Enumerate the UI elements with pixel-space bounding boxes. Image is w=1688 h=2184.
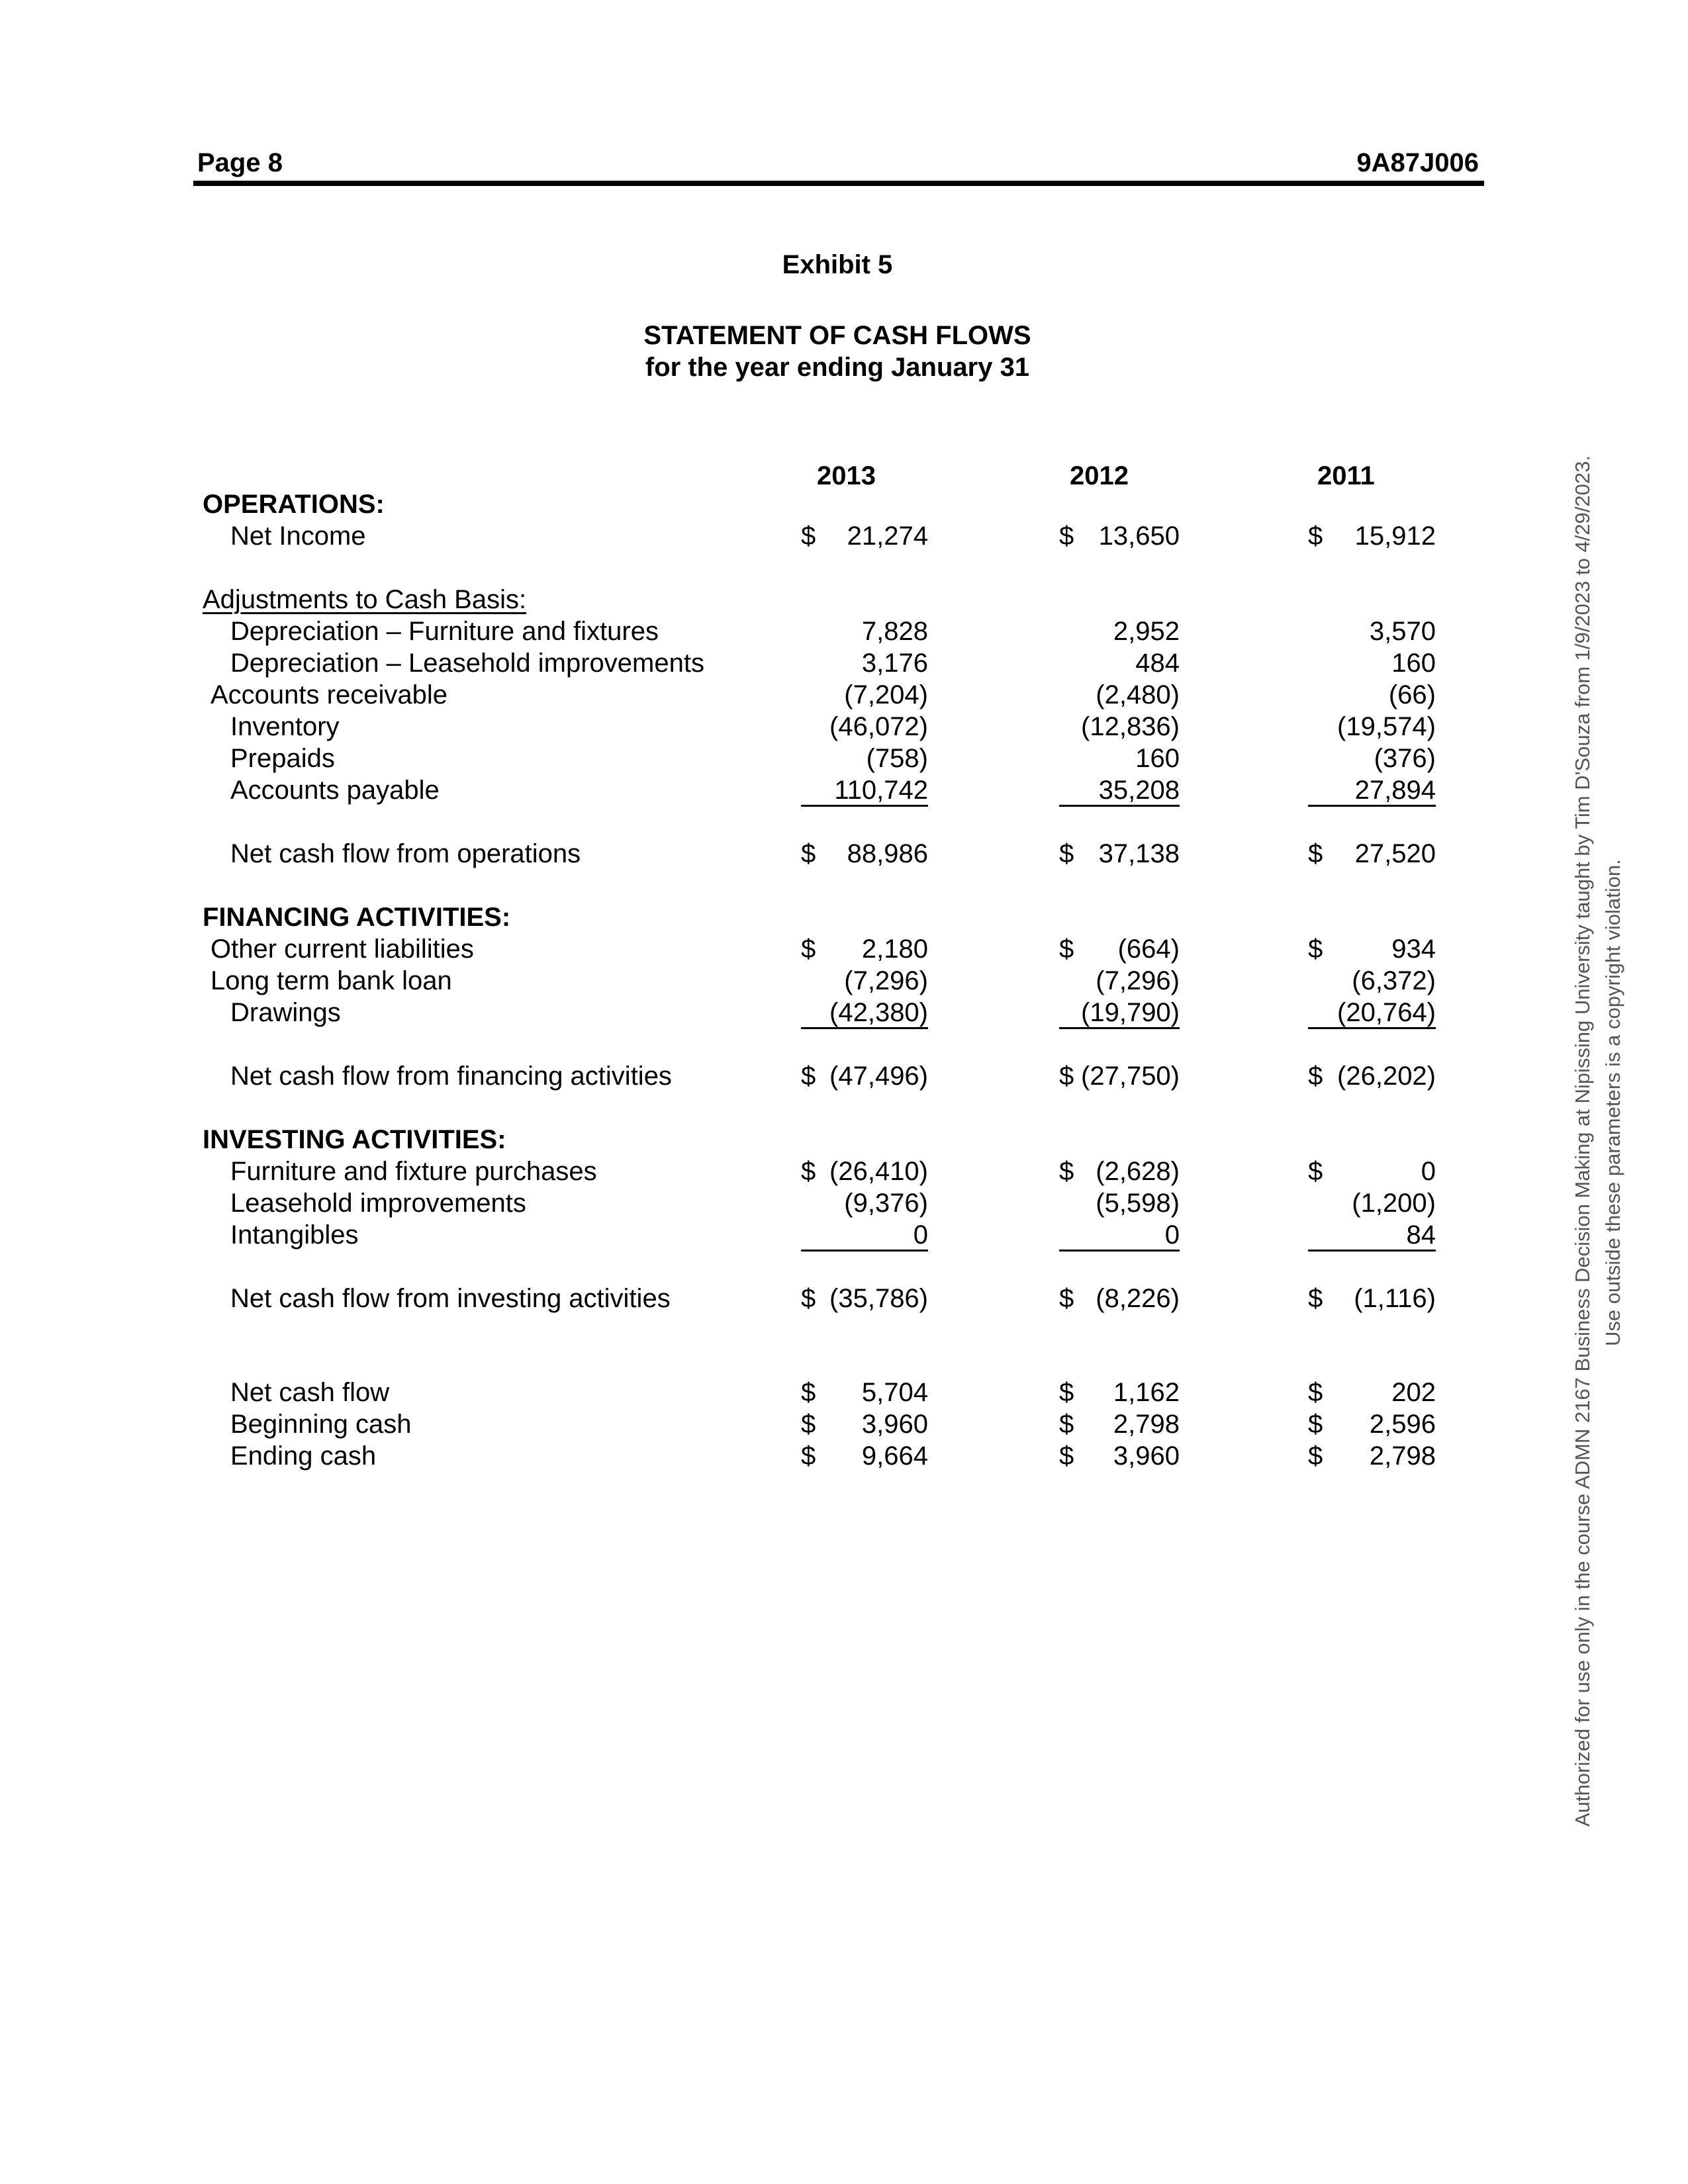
value-cell-2012 xyxy=(1059,1283,1180,1314)
currency-symbol: $ xyxy=(801,1062,816,1091)
amount: 13,650 xyxy=(1098,522,1180,551)
amount: (5,598) xyxy=(1096,1189,1180,1218)
table-row xyxy=(0,647,1688,679)
amount: (1,116) xyxy=(1354,1284,1436,1313)
row-label: Depreciation – Leasehold improvements xyxy=(230,649,704,678)
authorization-watermark: Authorized for use only in the course ADMN 2167 Business Decision Making at Nipissing University taught by Tim D'Souza from 1/9/2023 to 4/29/2023. xyxy=(1571,455,1594,1827)
amount: (47,496) xyxy=(829,1062,928,1091)
value-cell-2012 xyxy=(1059,647,1180,679)
value-cell-2013 xyxy=(801,774,928,806)
row-label: Adjustments to Cash Basis: xyxy=(203,585,527,614)
amount: 3,570 xyxy=(1369,617,1436,646)
currency-symbol: $ xyxy=(801,934,816,964)
amount: (26,410) xyxy=(829,1157,928,1186)
value-cell-2011 xyxy=(1308,997,1436,1028)
amount: 0 xyxy=(1164,1220,1180,1250)
value-cell-2012 xyxy=(1059,1440,1180,1472)
amount: 3,176 xyxy=(861,649,928,678)
row-label: Furniture and fixture purchases xyxy=(230,1157,597,1186)
currency-symbol: $ xyxy=(1308,1441,1323,1471)
row-label: Net cash flow from investing activities xyxy=(230,1284,671,1313)
value-cell-2013 xyxy=(801,1283,928,1314)
value-cell-2011 xyxy=(1308,679,1436,711)
value-cell-2013 xyxy=(801,647,928,679)
value-cell-2011 xyxy=(1308,743,1436,774)
currency-symbol: $ xyxy=(1308,839,1323,868)
currency-symbol: $ xyxy=(1059,1284,1074,1313)
row-label: Ending cash xyxy=(230,1441,377,1471)
row-label: Accounts receivable xyxy=(211,680,447,709)
amount: 160 xyxy=(1391,649,1436,678)
value-cell-2013 xyxy=(801,965,928,997)
amount: (46,072) xyxy=(829,712,928,741)
table-row xyxy=(0,1283,1688,1314)
currency-symbol: $ xyxy=(1059,1378,1074,1407)
value-cell-2012 xyxy=(1059,774,1180,806)
table-row xyxy=(0,615,1688,647)
amount: 7,828 xyxy=(861,617,928,646)
value-cell-2012 xyxy=(1059,997,1180,1028)
currency-symbol: $ xyxy=(1059,1441,1074,1471)
currency-symbol: $ xyxy=(801,1441,816,1471)
statement-subtitle: for the year ending January 31 xyxy=(645,353,1030,382)
amount: 0 xyxy=(913,1220,928,1250)
value-cell-2011 xyxy=(1308,1408,1436,1440)
value-cell-2012 xyxy=(1059,615,1180,647)
value-cell-2013 xyxy=(801,1156,928,1187)
value-cell-2011 xyxy=(1308,1440,1436,1472)
amount: 27,520 xyxy=(1354,839,1436,868)
currency-symbol: $ xyxy=(801,1410,816,1439)
value-cell-2012 xyxy=(1059,520,1180,552)
value-cell-2012 xyxy=(1059,933,1180,965)
table-row xyxy=(0,1377,1688,1408)
value-cell-2012 xyxy=(1059,743,1180,774)
amount: 27,894 xyxy=(1354,776,1436,805)
row-label: OPERATIONS: xyxy=(203,490,385,519)
value-cell-2013 xyxy=(801,679,928,711)
exhibit-label: Exhibit 5 xyxy=(782,250,893,279)
value-cell-2011 xyxy=(1308,965,1436,997)
value-cell-2011 xyxy=(1308,1283,1436,1314)
table-row xyxy=(0,743,1688,774)
table-row xyxy=(0,584,1688,615)
value-cell-2011 xyxy=(1308,838,1436,870)
table-row xyxy=(0,1440,1688,1472)
table-row xyxy=(0,965,1688,997)
amount: (7,204) xyxy=(844,680,928,709)
currency-symbol: $ xyxy=(801,1157,816,1186)
amount: (26,202) xyxy=(1337,1062,1436,1091)
value-cell-2012 xyxy=(1059,965,1180,997)
table-row xyxy=(0,1187,1688,1219)
currency-symbol: $ xyxy=(801,839,816,868)
row-label: Leasehold improvements xyxy=(230,1189,526,1218)
amount: 110,742 xyxy=(834,776,928,805)
amount: 15,912 xyxy=(1354,522,1436,551)
value-cell-2012 xyxy=(1059,1219,1180,1251)
page-number: Page 8 xyxy=(197,148,283,177)
row-label: Other current liabilities xyxy=(211,934,474,964)
amount: (376) xyxy=(1374,744,1436,773)
row-label: Long term bank loan xyxy=(211,966,452,995)
amount: 934 xyxy=(1391,934,1436,964)
value-cell-2011 xyxy=(1308,774,1436,806)
value-cell-2013 xyxy=(801,711,928,743)
currency-symbol: $ xyxy=(1059,1410,1074,1439)
amount: 5,704 xyxy=(861,1378,928,1407)
amount: 21,274 xyxy=(847,522,928,551)
table-row xyxy=(0,1408,1688,1440)
value-cell-2011 xyxy=(1308,615,1436,647)
amount: 2,798 xyxy=(1369,1441,1436,1471)
currency-symbol: $ xyxy=(1059,522,1074,551)
table-row xyxy=(0,488,1688,520)
table-row xyxy=(0,901,1688,933)
table-row xyxy=(0,679,1688,711)
table-row xyxy=(0,838,1688,870)
value-cell-2012 xyxy=(1059,1060,1180,1092)
value-cell-2011 xyxy=(1308,647,1436,679)
currency-symbol: $ xyxy=(1059,934,1074,964)
row-label: Beginning cash xyxy=(230,1410,412,1439)
currency-symbol: $ xyxy=(1308,1157,1323,1186)
table-row xyxy=(0,1060,1688,1092)
amount: (2,480) xyxy=(1096,680,1180,709)
table-row xyxy=(0,997,1688,1028)
value-cell-2013 xyxy=(801,1219,928,1251)
amount: (7,296) xyxy=(1096,966,1180,995)
amount: (6,372) xyxy=(1352,966,1436,995)
row-label: Net Income xyxy=(230,522,366,551)
row-label: Net cash flow from financing activities xyxy=(230,1062,672,1091)
amount: 160 xyxy=(1135,744,1180,773)
amount: (12,836) xyxy=(1081,712,1180,741)
amount: 202 xyxy=(1391,1378,1436,1407)
amount: (42,380) xyxy=(829,998,928,1027)
row-label: Intangibles xyxy=(230,1220,359,1250)
year-header-2012: 2012 xyxy=(1070,461,1129,490)
value-cell-2013 xyxy=(801,615,928,647)
amount: (664) xyxy=(1117,934,1180,964)
amount: 84 xyxy=(1406,1220,1436,1250)
row-label: Drawings xyxy=(230,998,341,1027)
currency-symbol: $ xyxy=(1059,1157,1074,1186)
row-label: Inventory xyxy=(230,712,340,741)
amount: (35,786) xyxy=(829,1284,928,1313)
amount: 2,596 xyxy=(1369,1410,1436,1439)
amount: (9,376) xyxy=(844,1189,928,1218)
value-cell-2013 xyxy=(801,1377,928,1408)
value-cell-2013 xyxy=(801,1187,928,1219)
document-code: 9A87J006 xyxy=(1356,148,1479,177)
row-label: Prepaids xyxy=(230,744,335,773)
table-row xyxy=(0,1124,1688,1156)
currency-symbol: $ xyxy=(801,1378,816,1407)
amount: (27,750) xyxy=(1081,1062,1180,1091)
value-cell-2011 xyxy=(1308,1187,1436,1219)
amount: (7,296) xyxy=(844,966,928,995)
amount: 3,960 xyxy=(861,1410,928,1439)
amount: (19,574) xyxy=(1337,712,1436,741)
value-cell-2013 xyxy=(801,520,928,552)
value-cell-2011 xyxy=(1308,933,1436,965)
currency-symbol: $ xyxy=(1308,1284,1323,1313)
table-row xyxy=(0,774,1688,806)
value-cell-2011 xyxy=(1308,1219,1436,1251)
amount: (1,200) xyxy=(1352,1189,1436,1218)
value-cell-2013 xyxy=(801,1440,928,1472)
value-cell-2011 xyxy=(1308,1060,1436,1092)
currency-symbol: $ xyxy=(1308,1062,1323,1091)
year-header-2011: 2011 xyxy=(1317,461,1375,490)
amount: 3,960 xyxy=(1113,1441,1180,1471)
value-cell-2011 xyxy=(1308,520,1436,552)
value-cell-2012 xyxy=(1059,1408,1180,1440)
amount: 2,952 xyxy=(1113,617,1180,646)
amount: 35,208 xyxy=(1098,776,1180,805)
row-label: FINANCING ACTIVITIES: xyxy=(203,903,511,932)
amount: 1,162 xyxy=(1113,1378,1180,1407)
row-label: INVESTING ACTIVITIES: xyxy=(203,1125,506,1154)
value-cell-2012 xyxy=(1059,679,1180,711)
row-label: Net cash flow from operations xyxy=(230,839,581,868)
amount: 2,180 xyxy=(861,934,928,964)
amount: 2,798 xyxy=(1113,1410,1180,1439)
currency-symbol: $ xyxy=(1059,1062,1074,1091)
row-label: Accounts payable xyxy=(230,776,440,805)
currency-symbol: $ xyxy=(1308,1378,1323,1407)
value-cell-2012 xyxy=(1059,1377,1180,1408)
currency-symbol: $ xyxy=(1059,839,1074,868)
value-cell-2011 xyxy=(1308,1377,1436,1408)
amount: 484 xyxy=(1135,649,1180,678)
value-cell-2013 xyxy=(801,1060,928,1092)
amount: (2,628) xyxy=(1096,1157,1180,1186)
currency-symbol: $ xyxy=(1308,1410,1323,1439)
currency-symbol: $ xyxy=(1308,934,1323,964)
copyright-watermark: Use outside these parameters is a copyright violation. xyxy=(1601,859,1624,1346)
amount: 88,986 xyxy=(847,839,928,868)
amount: (20,764) xyxy=(1337,998,1436,1027)
amount: 0 xyxy=(1421,1157,1436,1186)
currency-symbol: $ xyxy=(1308,522,1323,551)
value-cell-2013 xyxy=(801,933,928,965)
value-cell-2011 xyxy=(1308,711,1436,743)
value-cell-2013 xyxy=(801,1408,928,1440)
value-cell-2013 xyxy=(801,743,928,774)
value-cell-2013 xyxy=(801,838,928,870)
statement-title: STATEMENT OF CASH FLOWS xyxy=(643,321,1031,350)
value-cell-2012 xyxy=(1059,1187,1180,1219)
currency-symbol: $ xyxy=(801,522,816,551)
row-label: Net cash flow xyxy=(230,1378,390,1407)
table-row xyxy=(0,1219,1688,1251)
row-label: Depreciation – Furniture and fixtures xyxy=(230,617,659,646)
amount: (66) xyxy=(1388,680,1436,709)
amount: (8,226) xyxy=(1096,1284,1180,1313)
value-cell-2012 xyxy=(1059,1156,1180,1187)
value-cell-2013 xyxy=(801,997,928,1028)
value-cell-2012 xyxy=(1059,838,1180,870)
value-cell-2012 xyxy=(1059,711,1180,743)
amount: 9,664 xyxy=(861,1441,928,1471)
amount: 37,138 xyxy=(1098,839,1180,868)
header-rule xyxy=(193,181,1484,186)
amount: (758) xyxy=(866,744,928,773)
table-row xyxy=(0,520,1688,552)
table-row xyxy=(0,933,1688,965)
amount: (19,790) xyxy=(1081,998,1180,1027)
table-row xyxy=(0,711,1688,743)
value-cell-2011 xyxy=(1308,1156,1436,1187)
currency-symbol: $ xyxy=(801,1284,816,1313)
table-row xyxy=(0,1156,1688,1187)
year-header-2013: 2013 xyxy=(817,461,876,490)
